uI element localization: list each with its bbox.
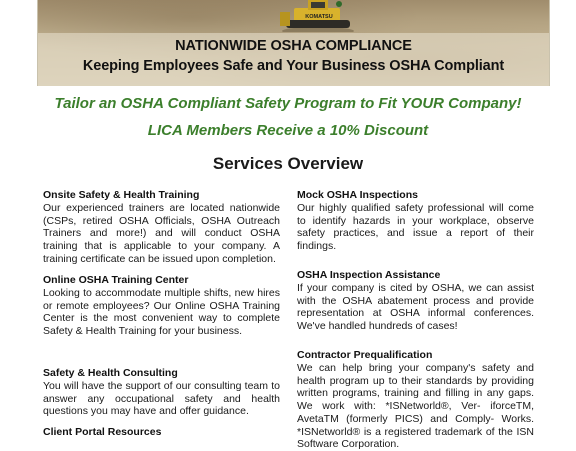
service-online-training-center (43, 274, 280, 367)
machine-brand-label: KOMATSU (305, 14, 333, 20)
service-consulting (43, 367, 280, 426)
section-title: Services Overview (212, 154, 364, 173)
tagline-discount: LICA Members Receive a 10% Discount (147, 122, 429, 139)
service-mock-inspections (297, 189, 534, 269)
service-description: Looking to accommodate multiple shifts, new hires or remote employees? Our Online OSHA Training Center is the most convenient way to complete Safety & Health Training for your business. (43, 287, 280, 338)
service-description: We can help bring your company's safety and health program up to their standards by providing written programs, training and filling in any gaps. We work with: *ISNetworld®, Ver- iforceTM, AvetaTM (formerly PICS) and Comply- Works. *ISNetworld® is a registered trademark of the ISN Software Corporation. (297, 362, 534, 451)
hero-banner (38, 0, 549, 86)
service-description: You will have the support of our consulting team to answer any occupational safety and health questions you may have and offer guidance. (43, 380, 280, 418)
service-title: Safety & Health Consulting (43, 367, 178, 379)
service-title: Client Portal Resources (43, 426, 162, 438)
service-contractor-prequalification (297, 349, 534, 451)
service-description: Our experienced trainers are located nationwide (CSPs, retired OSHA Officials, OSHA Outreach Trainers and more!) and will conduct OSHA training that is applicable to your company. A training certificate can be issued upon completion. (43, 202, 280, 265)
hero-subtitle: Keeping Employees Safe and Your Business OSHA Compliant (82, 58, 505, 74)
service-description: If your company is cited by OSHA, we can assist with the OSHA abatement process and provide representation at OSHA informal conferences. We've handled hundreds of cases! (297, 282, 534, 333)
tagline-program: Tailor an OSHA Compliant Safety Program to Fit YOUR Company! (54, 95, 522, 112)
service-title: Contractor Prequalification (297, 349, 433, 361)
service-title: OSHA Inspection Assistance (297, 269, 441, 281)
services-right-column (297, 189, 534, 451)
services-left-column (43, 189, 280, 439)
service-onsite-training (43, 189, 280, 274)
frame-border-right (549, 0, 550, 86)
service-inspection-assistance (297, 269, 534, 349)
service-title: Mock OSHA Inspections (297, 189, 418, 201)
bulldozer-image (278, 0, 358, 32)
service-title: Onsite Safety & Health Training (43, 189, 200, 201)
hero-title: NATIONWIDE OSHA COMPLIANCE (175, 38, 412, 54)
service-client-portal (43, 426, 280, 439)
service-title: Online OSHA Training Center (43, 274, 189, 286)
service-description: Our highly qualified safety professional will come to identify hazards in your workplace, observe safety practices, and issue a report of their findings. (297, 202, 534, 253)
